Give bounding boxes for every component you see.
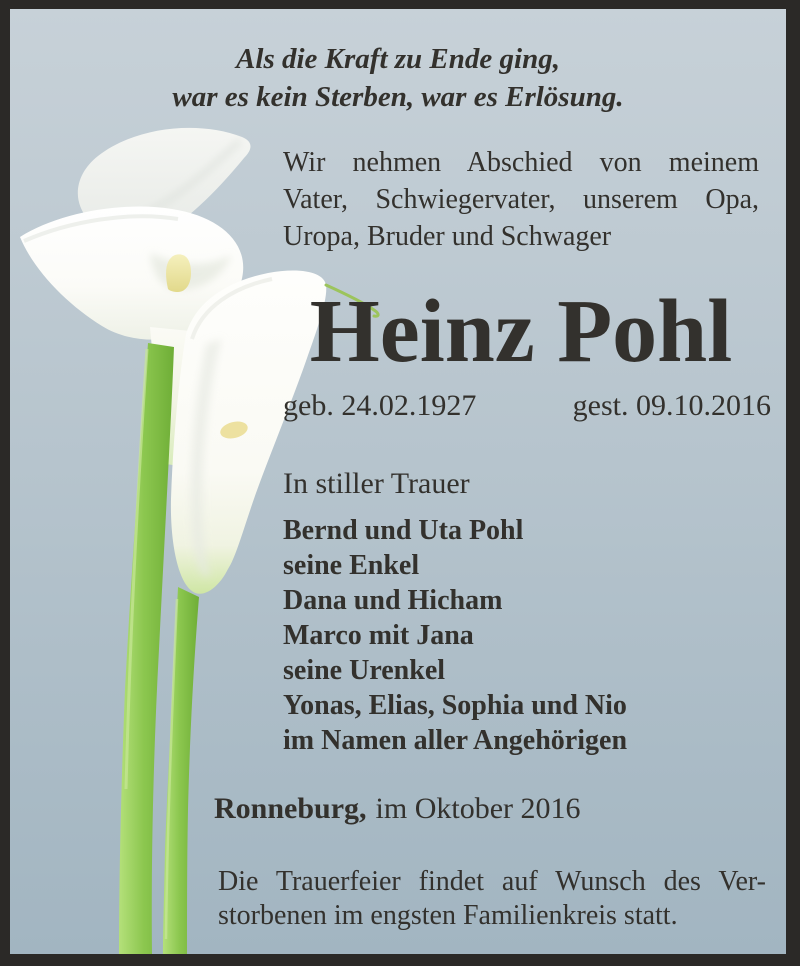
- mourner-line: Yonas, Elias, Sophia und Nio: [283, 690, 627, 721]
- mourners-list: [283, 513, 627, 758]
- mourning-header: In stiller Trauer: [283, 467, 470, 500]
- funeral-notice: [218, 865, 766, 933]
- farewell-line: Uropa, Bruder und Schwager: [283, 221, 612, 252]
- mourner-line: Dana und Hicham: [283, 585, 503, 616]
- epigraph: [10, 40, 786, 116]
- farewell-text: [283, 144, 759, 255]
- place-label: Ronneburg,: [214, 792, 367, 825]
- date-label: im Oktober 2016: [375, 792, 581, 825]
- mourner-line: Bernd und Uta Pohl: [283, 515, 524, 546]
- lily-spadix: [166, 254, 191, 292]
- lily-stem-right: [163, 587, 199, 954]
- funeral-notice-line: Die Trauerfeier findet auf Wunsch des Ver-: [218, 866, 766, 897]
- place-and-date: [214, 792, 581, 826]
- epigraph-line: war es kein Sterben, war es Erlösung.: [172, 81, 624, 113]
- mourner-line: Marco mit Jana: [283, 620, 474, 651]
- mourner-line: seine Urenkel: [283, 655, 446, 686]
- funeral-notice-line: storbenen im engsten Familienkreis statt.: [218, 900, 678, 931]
- farewell-line: Vater, Schwiegervater, unserem Opa,: [283, 184, 759, 215]
- mourner-line: im Namen aller Angehörigen: [283, 725, 628, 756]
- farewell-line: Wir nehmen Abschied von meinem: [283, 147, 759, 178]
- death-date: gest. 09.10.2016: [572, 389, 771, 422]
- deceased-name: Heinz Pohl: [309, 282, 733, 381]
- mourner-line: seine Enkel: [283, 550, 420, 581]
- epigraph-line: Als die Kraft zu Ende ging,: [236, 43, 560, 75]
- life-dates: [283, 389, 771, 423]
- birth-date: geb. 24.02.1927: [283, 389, 477, 422]
- obituary-notice: [10, 9, 786, 954]
